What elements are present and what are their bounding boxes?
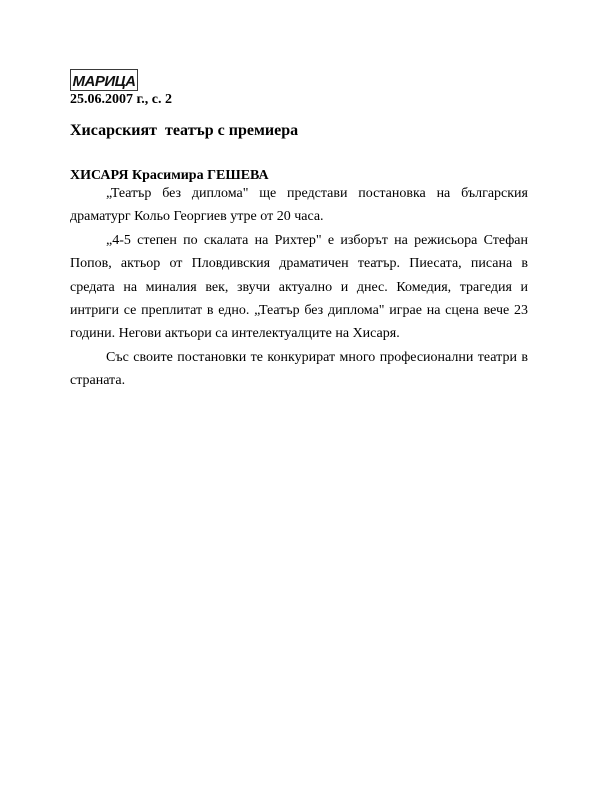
- article-paragraph: „Театър без диплома" ще представи постановка на българския драматург Кольо Георгиев утре от 20 часа.: [70, 186, 528, 225]
- article-byline: ХИСАРЯ Красимира ГЕШЕВА: [70, 168, 269, 183]
- logo-text: МАРИЦА: [72, 73, 136, 90]
- newspaper-logo: [70, 69, 138, 91]
- logo-graphic: [71, 70, 137, 90]
- publication-date-page: 25.06.2007 г., с. 2: [70, 92, 172, 107]
- article-paragraph: Със своите постановки те конкурират много професионални театри в страната.: [70, 349, 528, 389]
- article-body: [70, 182, 528, 393]
- article-paragraph: „4-5 степен по скалата на Рихтер" е изборът на режисьора Стефан Попов, актьор от Пловдивския драматичен театър. Пиесата, писана в средата на миналия век, звучи актуално и днес. Комедия, трагедия и интриги се преплитат в едно. „Театър без диплома" играе на сцена вече 23 години. Негови актьори са интелектуалците на Хисаря.: [70, 232, 528, 342]
- article-headline: Хисарският театър с премиера: [70, 122, 299, 139]
